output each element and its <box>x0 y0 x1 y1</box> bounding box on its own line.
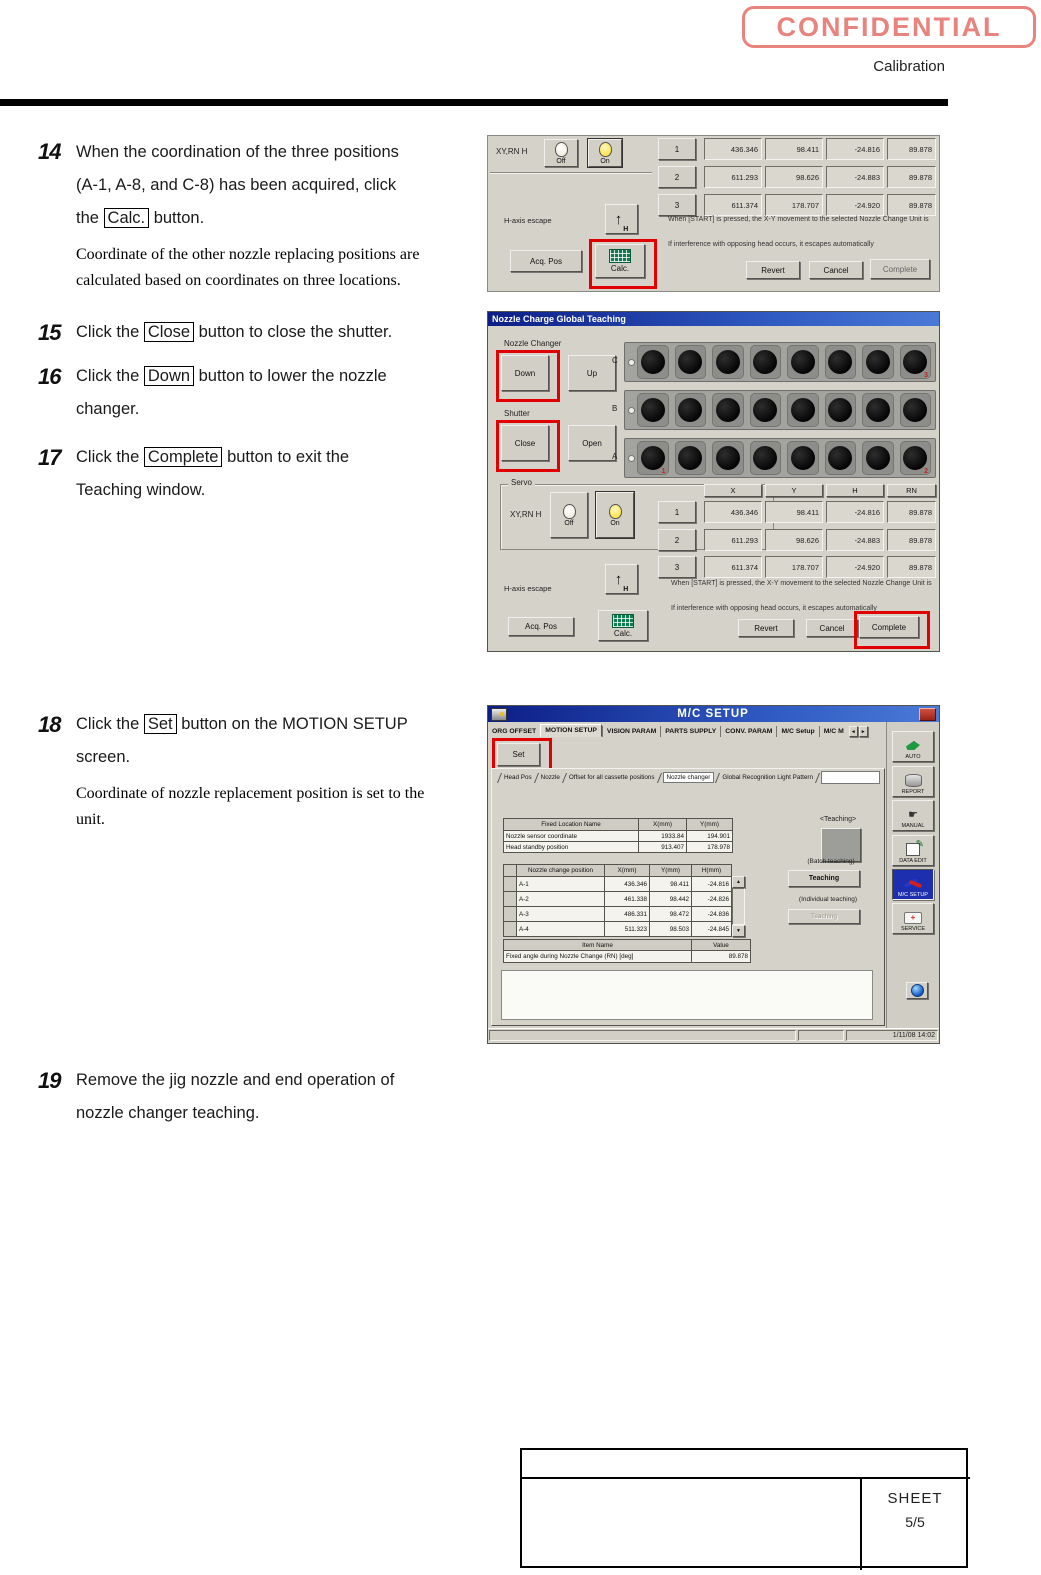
status-bar <box>488 1028 939 1042</box>
nozzle-hole <box>716 446 740 470</box>
ambulance-icon: + <box>904 909 922 926</box>
notepad-pencil-icon: ✎ <box>906 841 920 858</box>
nozzle-hole <box>828 398 852 422</box>
nozzle-changer-up-button[interactable]: Up <box>568 355 616 391</box>
pos-row-1-h: -24.816 <box>691 876 732 892</box>
mcsetup-title: M/C SETUP <box>677 708 749 720</box>
cancel-button[interactable]: Cancel <box>809 261 863 279</box>
step-17-line1 <box>76 448 349 467</box>
scrollbar-track[interactable] <box>732 888 745 925</box>
pos-row-2-y: 98.442 <box>649 891 692 907</box>
pos-row-4-h: -24.845 <box>691 921 732 937</box>
nozzle-hole <box>791 350 815 374</box>
row2-x-value: 611.293 <box>704 166 762 188</box>
confidential-stamp: CONFIDENTIAL <box>742 6 1036 48</box>
nozzle-hole <box>641 398 665 422</box>
nozzle-bank-c <box>624 342 936 382</box>
nozzle-hole <box>866 446 890 470</box>
row1-x-value: 436.346 <box>704 501 762 523</box>
fixed-row-2-name: Head standby position <box>503 841 639 853</box>
subtab-divider <box>534 773 539 783</box>
nozzle-socket-c8 <box>900 345 932 379</box>
sidebar-service-label: SERVICE <box>900 926 926 932</box>
step-19-number: 19 <box>38 1068 61 1093</box>
tab-vision-param[interactable]: VISION PARAM <box>602 726 660 737</box>
step-17-pre: Click the <box>76 448 144 466</box>
row2-h-value: -24.883 <box>826 166 884 188</box>
position-row-1-button[interactable]: 1 <box>658 138 696 160</box>
close-window-button[interactable] <box>919 708 936 721</box>
fixed-row-1-y: 194.901 <box>686 830 733 842</box>
status-message-cell <box>489 1030 796 1041</box>
subtab-bar <box>496 771 880 784</box>
teach-point-3-marker: 3 <box>924 372 928 379</box>
calculator-icon <box>609 249 631 263</box>
step-16-line2: changer. <box>76 400 140 418</box>
fixed-table-name-header: Fixed Location Name <box>503 818 639 831</box>
calculator-icon <box>612 614 634 628</box>
teaching-square-button[interactable] <box>821 828 861 862</box>
position-row-1-button[interactable]: 1 <box>658 501 696 523</box>
item-row-value: 89.878 <box>691 950 751 963</box>
nozzle-socket-a8 <box>900 441 932 475</box>
acq-pos-button[interactable]: Acq. Pos <box>510 250 582 272</box>
nozzle-hole <box>678 350 702 374</box>
tools-icon <box>904 875 922 892</box>
row3-y-value: 178.707 <box>765 194 823 216</box>
scroll-down-button[interactable]: ▼ <box>732 925 745 937</box>
teach-point-2-marker: 2 <box>924 468 928 475</box>
tab-motion-setup[interactable]: MOTION SETUP <box>540 724 602 737</box>
row3-x-value: 611.374 <box>704 194 762 216</box>
pos-row-4-selector[interactable] <box>503 921 517 937</box>
calc-button[interactable] <box>598 610 648 641</box>
nozzle-hole <box>828 350 852 374</box>
nozzle-socket <box>637 345 669 379</box>
batch-teaching-caption: (Batch teaching) <box>807 858 855 865</box>
pos-row-1-y: 98.411 <box>649 876 692 892</box>
sidebar-mc-setup-label: M/C SETUP <box>898 892 928 898</box>
col-h-header[interactable]: H <box>826 484 884 497</box>
pos-row-2-h: -24.826 <box>691 891 732 907</box>
servo-off-label: Off <box>564 519 574 527</box>
start-note-line1: When [START] is pressed, the X-Y movement to the selected Nozzle Change Unit is <box>671 580 932 587</box>
empty-panel <box>501 970 873 1020</box>
drum-icon <box>905 772 922 789</box>
teach-point-1-marker: 1 <box>661 468 666 475</box>
step-14-line3 <box>76 209 204 228</box>
subtab-divider <box>562 773 567 783</box>
fixed-row-1-x: 1933.84 <box>638 830 687 842</box>
row1-x-value: 436.346 <box>704 138 762 160</box>
screenshot-mc-setup <box>487 705 940 1044</box>
axes-label: XY,RN H <box>510 510 542 519</box>
nozzle-socket <box>675 345 707 379</box>
servo-off-button[interactable] <box>550 492 588 538</box>
sheet-label: SHEET <box>887 1490 943 1507</box>
up-arrow-icon: ↑ <box>614 210 623 228</box>
position-row-2-button[interactable]: 2 <box>658 166 696 188</box>
nozzle-hole <box>903 446 927 470</box>
scroll-up-button[interactable]: ▲ <box>732 876 745 888</box>
row3-rn-value: 89.878 <box>887 194 936 216</box>
row1-rn-value: 89.878 <box>887 138 936 160</box>
sheet-number: 5/5 <box>905 1514 925 1530</box>
nozzle-socket <box>712 345 744 379</box>
individual-teaching-button[interactable]: Teaching <box>788 909 860 924</box>
step-17-line2: Teaching window. <box>76 481 206 499</box>
step-18-number: 18 <box>38 712 61 737</box>
row2-rn-value: 89.878 <box>887 529 936 551</box>
servo-on-button[interactable] <box>588 139 622 167</box>
position-row-3-button[interactable]: 3 <box>658 556 696 578</box>
pos-row-1-selector[interactable] <box>503 876 517 892</box>
tab-mc-setup[interactable]: M/C Setup <box>776 726 818 737</box>
row3-h-value: -24.920 <box>826 194 884 216</box>
nozzle-socket <box>862 441 894 475</box>
row3-rn-value: 89.878 <box>887 556 936 578</box>
nozzle-hole <box>753 350 777 374</box>
nozzle-socket <box>712 441 744 475</box>
col-x-header[interactable]: X <box>704 484 762 497</box>
subtab-offset-cassette[interactable]: Offset for all cassette positions <box>568 774 655 781</box>
pos-row-2-selector[interactable] <box>503 891 517 907</box>
row2-h-value: -24.883 <box>826 529 884 551</box>
revert-button[interactable]: Revert <box>746 261 800 279</box>
row3-x-value: 611.374 <box>704 556 762 578</box>
window-system-icon[interactable] <box>491 708 507 721</box>
close-keyword: Close <box>144 322 194 342</box>
subtab-divider <box>715 773 720 783</box>
step-16-number: 16 <box>38 364 61 389</box>
shutter-label: Shutter <box>504 409 530 418</box>
pos-row-3-selector[interactable] <box>503 906 517 922</box>
nozzle-hole <box>678 446 702 470</box>
fixed-row-2-x: 913.407 <box>638 841 687 853</box>
nozzle-bank-a <box>624 438 936 478</box>
header-rule <box>0 99 948 106</box>
tab-conv-param[interactable]: CONV. PARAM <box>720 726 776 737</box>
nozzle-socket <box>787 441 819 475</box>
row2-y-value: 98.626 <box>765 166 823 188</box>
groupbox-edge <box>490 172 652 173</box>
step-17-number: 17 <box>38 445 61 470</box>
nozzle-socket <box>900 393 932 427</box>
subtab-divider <box>815 773 820 783</box>
pos-row-4-y: 98.503 <box>649 921 692 937</box>
status-clock: 1/11/08 14:02 <box>846 1030 938 1041</box>
sidebar-manual-label: MANUAL <box>901 823 925 829</box>
revert-button[interactable]: Revert <box>738 619 794 637</box>
nozzle-socket <box>825 441 857 475</box>
set-keyword: Set <box>144 714 177 734</box>
row1-h-value: -24.816 <box>826 138 884 160</box>
row2-y-value: 98.626 <box>765 529 823 551</box>
teaching-titlebar[interactable]: Nozzle Charge Global Teaching <box>488 312 940 326</box>
nozzle-socket <box>787 345 819 379</box>
bank-c-label: C <box>612 356 618 365</box>
item-table-name-header: Item Name <box>503 939 692 951</box>
nozzle-socket <box>750 441 782 475</box>
step-15-line1 <box>76 323 392 342</box>
row1-y-value: 98.411 <box>765 138 823 160</box>
nozzle-bank-b <box>624 390 936 430</box>
servo-off-button[interactable] <box>544 139 578 167</box>
globe-icon <box>911 984 924 997</box>
row1-y-value: 98.411 <box>765 501 823 523</box>
nozzle-socket-a1 <box>637 441 669 475</box>
row1-h-value: -24.816 <box>826 501 884 523</box>
pos-row-2-x: 461.338 <box>604 891 650 907</box>
step-18-post: button on the MOTION SETUP <box>176 715 408 733</box>
title-block-top-row <box>522 1450 970 1479</box>
complete-button[interactable]: Complete <box>870 259 930 279</box>
step-14-line2: (A-1, A-8, and C-8) has been acquired, click <box>76 176 397 194</box>
pos-row-3-h: -24.836 <box>691 906 732 922</box>
step-14-note2: calculated based on coordinates on three locations. <box>76 272 401 289</box>
sidebar-service-button[interactable] <box>892 903 934 934</box>
item-table-value-header: Value <box>691 939 751 951</box>
section-header: Calibration <box>873 58 945 75</box>
start-note-line1: When [START] is pressed, the X-Y movement to the selected Nozzle Change Unit is <box>668 216 929 223</box>
row3-h-value: -24.920 <box>826 556 884 578</box>
calc-button-label: Calc. <box>613 628 633 638</box>
nozzle-hole <box>641 350 665 374</box>
nozzle-hole <box>716 398 740 422</box>
tab-scroll-right-button[interactable]: ► <box>859 726 868 737</box>
batch-teaching-button[interactable]: Teaching <box>788 870 860 887</box>
nozzle-hole <box>866 350 890 374</box>
h-axis-escape-label: H-axis escape <box>504 216 552 225</box>
position-row-3-button[interactable]: 3 <box>658 194 696 216</box>
subtab-filler <box>821 771 880 784</box>
tab-scroll-left-button[interactable]: ◄ <box>849 726 858 737</box>
tab-parts-supply[interactable]: PARTS SUPPLY <box>660 726 720 737</box>
pos-row-2-name: A-2 <box>516 891 605 907</box>
calc-button-label: Calc. <box>610 264 630 273</box>
nozzle-hole <box>716 350 740 374</box>
nozzle-socket <box>862 345 894 379</box>
pos-row-1-name: A-1 <box>516 876 605 892</box>
fixed-table-x-header: X(mm) <box>638 818 687 831</box>
pos-table-x-header: X(mm) <box>604 864 650 877</box>
step-16-line1 <box>76 367 387 386</box>
set-button[interactable]: Set <box>497 743 540 766</box>
step-14-pre: the <box>76 209 104 227</box>
subtab-divider <box>657 773 662 783</box>
nozzle-hole <box>866 398 890 422</box>
tab-org-offset[interactable]: ORG OFFSET <box>492 728 537 735</box>
shutter-open-button[interactable]: Open <box>568 425 616 461</box>
sidebar-data-edit-button[interactable] <box>892 835 934 866</box>
servo-off-label: Off <box>556 157 566 165</box>
item-row-name: Fixed angle during Nozzle Change (RN) [deg] <box>503 950 692 963</box>
title-block-table <box>520 1448 968 1568</box>
nozzle-hole <box>678 398 702 422</box>
pos-row-3-name: A-3 <box>516 906 605 922</box>
bulb-off-icon <box>563 504 576 519</box>
nozzle-socket <box>675 441 707 475</box>
nozzle-socket <box>675 393 707 427</box>
pos-row-3-x: 486.331 <box>604 906 650 922</box>
nozzle-socket <box>825 345 857 379</box>
sidebar-report-button[interactable] <box>892 766 934 797</box>
fixed-row-2-y: 178.978 <box>686 841 733 853</box>
sidebar-data-edit-label: DATA EDIT <box>899 858 927 864</box>
nozzle-hole <box>903 398 927 422</box>
fixed-row-1-name: Nozzle sensor coordinate <box>503 830 639 842</box>
step-19-line1: Remove the jig nozzle and end operation of <box>76 1071 395 1089</box>
step-18-line2: screen. <box>76 748 131 766</box>
step-14-line1: When the coordination of the three positions <box>76 143 399 161</box>
screenshot-teaching-partial <box>487 135 940 292</box>
row3-y-value: 178.707 <box>765 556 823 578</box>
joystick-icon <box>906 737 920 754</box>
nozzle-hole <box>753 398 777 422</box>
step-16-post: button to lower the nozzle <box>194 367 387 385</box>
complete-keyword: Complete <box>144 447 223 467</box>
pos-row-4-x: 511.323 <box>604 921 650 937</box>
bank-b-label: B <box>612 404 618 413</box>
col-rn-header[interactable]: RN <box>887 484 936 497</box>
cancel-button[interactable]: Cancel <box>806 619 858 637</box>
axes-label: XY,RN H <box>496 147 528 156</box>
start-note-line2: If interference with opposing head occurs, it escapes automatically <box>668 241 874 248</box>
nozzle-socket <box>862 393 894 427</box>
nozzle-changer-down-button[interactable]: Down <box>501 355 549 391</box>
nozzle-hole <box>753 446 777 470</box>
subtab-global-recognition[interactable]: Global Recognition Light Pattern <box>722 774 813 781</box>
calc-keyword: Calc. <box>104 208 150 228</box>
nozzle-hole <box>828 446 852 470</box>
col-y-header[interactable]: Y <box>765 484 823 497</box>
nozzle-socket <box>637 393 669 427</box>
teaching-caption: <Teaching> <box>819 816 857 823</box>
language-globe-button[interactable] <box>906 982 928 999</box>
nozzle-socket <box>787 393 819 427</box>
bulb-on-icon <box>609 504 622 519</box>
nozzle-hole <box>641 446 665 470</box>
calc-button[interactable] <box>595 244 645 278</box>
sidebar-auto-label: AUTO <box>905 754 921 760</box>
h-axis-escape-button[interactable] <box>605 204 638 234</box>
pos-table-y-header: Y(mm) <box>649 864 692 877</box>
nozzle-socket <box>750 393 782 427</box>
bulb-off-icon <box>555 142 568 157</box>
main-tab-bar <box>488 722 886 737</box>
individual-teaching-caption: (Individual teaching) <box>798 896 858 903</box>
step-18-pre: Click the <box>76 715 144 733</box>
h-axis-letter: H <box>623 586 629 593</box>
nozzle-hole <box>903 350 927 374</box>
bank-a-label: A <box>612 452 618 461</box>
hand-icon: ☛ <box>908 809 918 821</box>
step-18-note2: unit. <box>76 811 105 828</box>
fixed-table-y-header: Y(mm) <box>686 818 733 831</box>
status-blank-cell <box>798 1030 844 1041</box>
servo-legend: Servo <box>508 478 535 487</box>
up-arrow-icon: ↑ <box>614 570 623 588</box>
pos-table-name-header: Nozzle change position <box>516 864 605 877</box>
row1-rn-value: 89.878 <box>887 501 936 523</box>
step-17-post: button to exit the <box>222 448 350 466</box>
nozzle-hole <box>791 446 815 470</box>
step-15-pre: Click the <box>76 323 144 341</box>
step-19-line2: nozzle changer teaching. <box>76 1104 260 1122</box>
step-18-note1: Coordinate of nozzle replacement position is set to the <box>76 785 425 802</box>
sidebar-report-label: REPORT <box>901 789 925 795</box>
pos-row-4-name: A-4 <box>516 921 605 937</box>
shutter-close-button[interactable]: Close <box>501 425 549 461</box>
position-row-2-button[interactable]: 2 <box>658 529 696 551</box>
step-14-note1: Coordinate of the other nozzle replacing positions are <box>76 246 420 263</box>
h-axis-escape-label: H-axis escape <box>504 584 552 593</box>
subtab-nozzle[interactable]: Nozzle <box>540 774 560 781</box>
servo-on-label: On <box>600 157 610 165</box>
servo-on-button[interactable] <box>596 492 634 538</box>
pos-row-1-x: 436.346 <box>604 876 650 892</box>
step-15-post: button to close the shutter. <box>194 323 393 341</box>
row2-x-value: 611.293 <box>704 529 762 551</box>
h-axis-letter: H <box>623 226 629 233</box>
start-note-line2: If interference with opposing head occurs, it escapes automatically <box>671 605 877 612</box>
mcsetup-titlebar[interactable] <box>488 706 939 722</box>
nozzle-hole <box>791 398 815 422</box>
row2-rn-value: 89.878 <box>887 166 936 188</box>
step-15-number: 15 <box>38 320 61 345</box>
acq-pos-button[interactable]: Acq. Pos <box>508 617 574 636</box>
h-axis-escape-button[interactable] <box>605 564 638 594</box>
subtab-head-pos[interactable]: Head Pos <box>504 774 532 781</box>
complete-button[interactable]: Complete <box>859 616 919 638</box>
screenshot-teaching-window <box>487 311 940 652</box>
pos-table-h-header: H(mm) <box>691 864 732 877</box>
sidebar-mc-setup-button[interactable] <box>892 869 934 900</box>
subtab-nozzle-changer[interactable]: Nozzle changer <box>663 772 715 783</box>
subtab-divider <box>497 773 502 783</box>
step-18-line1 <box>76 715 408 734</box>
nozzle-socket <box>712 393 744 427</box>
servo-on-label: On <box>610 519 620 527</box>
nozzle-socket <box>825 393 857 427</box>
pos-row-3-y: 98.472 <box>649 906 692 922</box>
bulb-on-icon <box>599 142 612 157</box>
step-14-post: button. <box>149 209 205 227</box>
sidebar-auto-button[interactable] <box>892 731 934 762</box>
step-14-number: 14 <box>38 139 61 164</box>
nozzle-socket <box>750 345 782 379</box>
sidebar-manual-button[interactable] <box>892 800 934 831</box>
tab-mc-m[interactable]: M/C M <box>819 726 848 737</box>
down-keyword: Down <box>144 366 194 386</box>
nozzle-changer-label: Nozzle Changer <box>504 339 562 348</box>
step-16-pre: Click the <box>76 367 144 385</box>
